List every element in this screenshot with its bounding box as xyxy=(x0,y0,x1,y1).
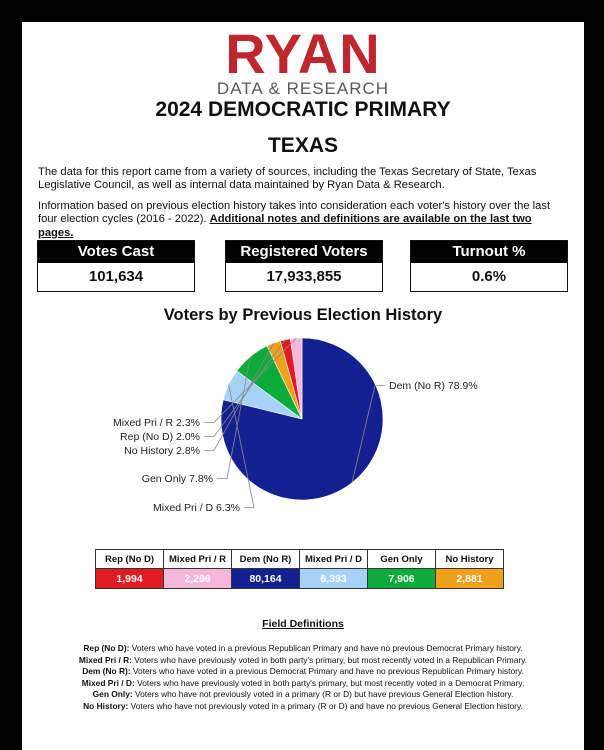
report-page xyxy=(22,22,584,750)
pie-slice-label: Rep (No D) 2.0% xyxy=(120,431,200,443)
chart-title: Voters by Previous Election History xyxy=(163,306,443,324)
definition-item xyxy=(32,655,574,667)
summary-table xyxy=(95,549,504,589)
summary-header-cell: Mixed Pri / D xyxy=(300,550,368,569)
definition-term: Mixed Pri / D: xyxy=(81,677,135,688)
definition-text: Voters who have not previously voted in a primary (R or D) and have no previous General Election history. xyxy=(130,700,523,711)
definition-text: Voters who have voted in a previous Republican Primary and have no previous Democrat Primary history. xyxy=(131,643,523,653)
pie-slice-label: Mixed Pri / D 6.3% xyxy=(153,502,240,514)
summary-header-cell: Rep (No D) xyxy=(96,550,164,569)
definition-term: Rep (No D): xyxy=(83,643,130,653)
definition-text: Voters who have previously voted in both party's primary, but most recently voted in a Democrat Primary. xyxy=(137,677,525,688)
summary-header-row xyxy=(96,550,504,569)
report-state: TEXAS xyxy=(267,134,338,157)
definition-item xyxy=(32,678,574,690)
definition-term: Dem (No R): xyxy=(82,666,131,677)
summary-value-cell: 2,296 xyxy=(164,569,232,589)
definition-item xyxy=(32,666,574,678)
registered-voters-value: 17,933,855 xyxy=(226,263,382,291)
summary-header-cell: No History xyxy=(436,550,504,569)
summary-header-cell: Mixed Pri / R xyxy=(164,550,232,569)
summary-header-cell: Dem (No R) xyxy=(232,550,300,569)
pie-slice-label: Gen Only 7.8% xyxy=(141,473,213,485)
definition-item xyxy=(32,643,574,655)
intro-paragraph: The data for this report came from a variety of sources, including the Texas Secretary of State, Texas Legislative Council, as well as internal data maintained by Ryan Data & Research. xyxy=(38,166,537,192)
history-info: Information based on previous election history takes into consideration each voter's history over the last four election cycles (2016 - 2022). xyxy=(38,200,551,226)
definition-term: Gen Only: xyxy=(92,689,133,700)
definition-text: Voters who have previously voted in both party's primary, but most recently voted in a Republican Primary. xyxy=(134,654,528,665)
logo-subtitle: DATA & RESEARCH xyxy=(216,79,390,98)
summary-value-cell: 1,994 xyxy=(96,569,164,589)
votes-cast-label: Votes Cast xyxy=(38,241,194,263)
definition-text: Voters who have voted in a previous Democrat Primary and have no previous Republican Primary history. xyxy=(132,666,524,677)
pie-slice-label: Mixed Pri / R 2.3% xyxy=(113,417,200,429)
definition-text: Voters who have not previously voted in a primary (R or D) but have previous General Election history. xyxy=(135,689,514,700)
summary-header-cell: Gen Only xyxy=(368,550,436,569)
logo-wordmark: RYAN xyxy=(225,22,381,85)
summary-value-cell: 2,881 xyxy=(436,569,504,589)
field-definitions-title: Field Definitions xyxy=(262,618,344,630)
pie-chart xyxy=(22,22,584,542)
votes-cast-value: 101,634 xyxy=(38,263,194,291)
turnout-value: 0.6% xyxy=(411,263,567,291)
turnout-label: Turnout % xyxy=(411,241,567,263)
registered-voters-label: Registered Voters xyxy=(226,241,382,263)
pie-slice-label: No History 2.8% xyxy=(124,445,200,457)
definition-item xyxy=(32,689,574,701)
summary-value-cell: 6,393 xyxy=(300,569,368,589)
history-note: Additional notes and definitions are available on the last two pages. xyxy=(38,213,532,239)
report-title: 2024 DEMOCRATIC PRIMARY xyxy=(155,98,451,121)
pie-slice-label: Dem (No R) 78.9% xyxy=(389,380,478,392)
summary-value-cell: 80,164 xyxy=(232,569,300,589)
definition-term: No History: xyxy=(83,700,129,711)
summary-value-row xyxy=(96,569,504,589)
summary-value-cell: 7,906 xyxy=(368,569,436,589)
field-definitions-list xyxy=(32,643,574,713)
definition-term: Mixed Pri / R: xyxy=(78,654,132,665)
definition-item xyxy=(32,701,574,713)
